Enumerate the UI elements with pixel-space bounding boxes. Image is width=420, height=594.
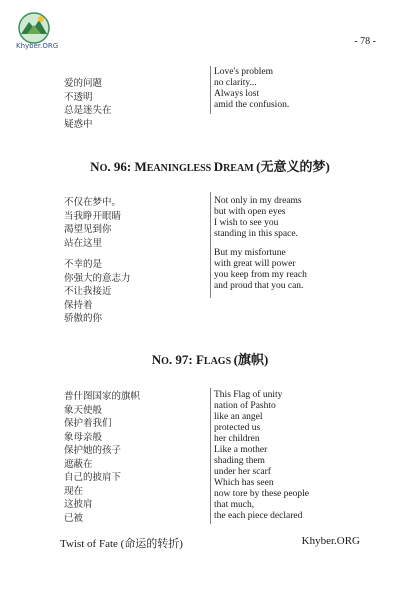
cn-line: 象母亲般 — [64, 431, 103, 443]
en-line: standing in this space. — [214, 229, 298, 239]
en-line: that much, — [214, 500, 255, 510]
cn-line: 普什图国家的旗帜 — [64, 391, 141, 402]
en-line: with great will power — [214, 259, 296, 269]
poem-96-english — [214, 196, 374, 292]
cn-line: 这披肩 — [64, 499, 93, 510]
column-divider — [210, 66, 211, 114]
cn-line: 象天使般 — [64, 404, 103, 416]
en-line: under her scarf — [214, 467, 271, 477]
cn-line: 已被 — [64, 512, 84, 524]
en-line: Like a mother — [214, 445, 268, 455]
en-line: and proud that you can. — [214, 281, 304, 291]
en-line: Love's problem — [214, 67, 273, 77]
en-line: amid the confusion. — [214, 100, 290, 110]
poem-97-chinese — [64, 390, 194, 525]
en-line: This Flag of unity — [214, 390, 283, 400]
en-line: like an angel — [214, 412, 263, 422]
en-line: the each piece declared — [214, 511, 303, 521]
cn-line: 你强大的意志力 — [64, 272, 131, 284]
cn-line: 遮蔽在 — [64, 458, 93, 470]
cn-line: 保持着 — [64, 299, 93, 311]
en-line: now tore by these people — [214, 489, 309, 499]
cn-line: 当我睁开眼睛 — [64, 210, 122, 222]
en-line: no clarity... — [214, 78, 257, 88]
en-line: Which has seen — [214, 478, 274, 488]
cn-line: 保护着我们 — [64, 418, 112, 429]
poem-96-chinese — [64, 196, 194, 326]
cn-line: 骄傲的你 — [64, 313, 103, 324]
cn-line: 站在这里 — [64, 237, 103, 249]
logo-text: Khyber.ORG — [16, 42, 59, 50]
page-number: - 78 - — [354, 36, 376, 47]
en-line: Always lost — [214, 89, 260, 99]
en-line: her children — [214, 434, 260, 444]
cn-line: 疑惑中 — [64, 118, 93, 130]
poem-97-english — [214, 390, 374, 522]
cn-line: 总是迷失在 — [64, 105, 112, 116]
cn-line: 不透明 — [64, 91, 93, 103]
en-line: I wish to see you — [214, 218, 279, 228]
en-line: But my misfortune — [214, 248, 286, 258]
column-divider — [210, 388, 211, 524]
en-line: shading them — [214, 456, 265, 466]
en-line: Not only in my dreams — [214, 196, 302, 206]
footer-site-name: Khyber.ORG — [301, 535, 360, 547]
cn-line: 不幸的是 — [64, 259, 103, 270]
cn-line: 爱的问题 — [64, 78, 103, 89]
top-fragment-english — [214, 67, 374, 111]
cn-line: 现在 — [64, 485, 84, 497]
poem-97-title: NO. 97: FLAGS (旗帜) — [151, 352, 269, 367]
footer-book-title: Twist of Fate (命运的转折) — [60, 538, 183, 550]
en-line: but with open eyes — [214, 207, 286, 217]
en-line: you keep from my reach — [214, 270, 307, 280]
cn-line: 不仅在梦中。 — [64, 197, 122, 208]
top-fragment-chinese — [64, 77, 194, 131]
cn-line: 不让我接近 — [64, 286, 112, 297]
poem-96-title: NO. 96: MEANINGLESS DREAM (无意义的梦) — [90, 159, 330, 174]
cn-line: 自己的披肩下 — [64, 472, 122, 483]
cn-line: 保护她的孩子 — [64, 445, 122, 456]
en-line: nation of Pashto — [214, 401, 276, 411]
column-divider — [210, 192, 211, 298]
en-line: protected us — [214, 423, 261, 433]
cn-line: 渴望见到你 — [64, 224, 112, 235]
